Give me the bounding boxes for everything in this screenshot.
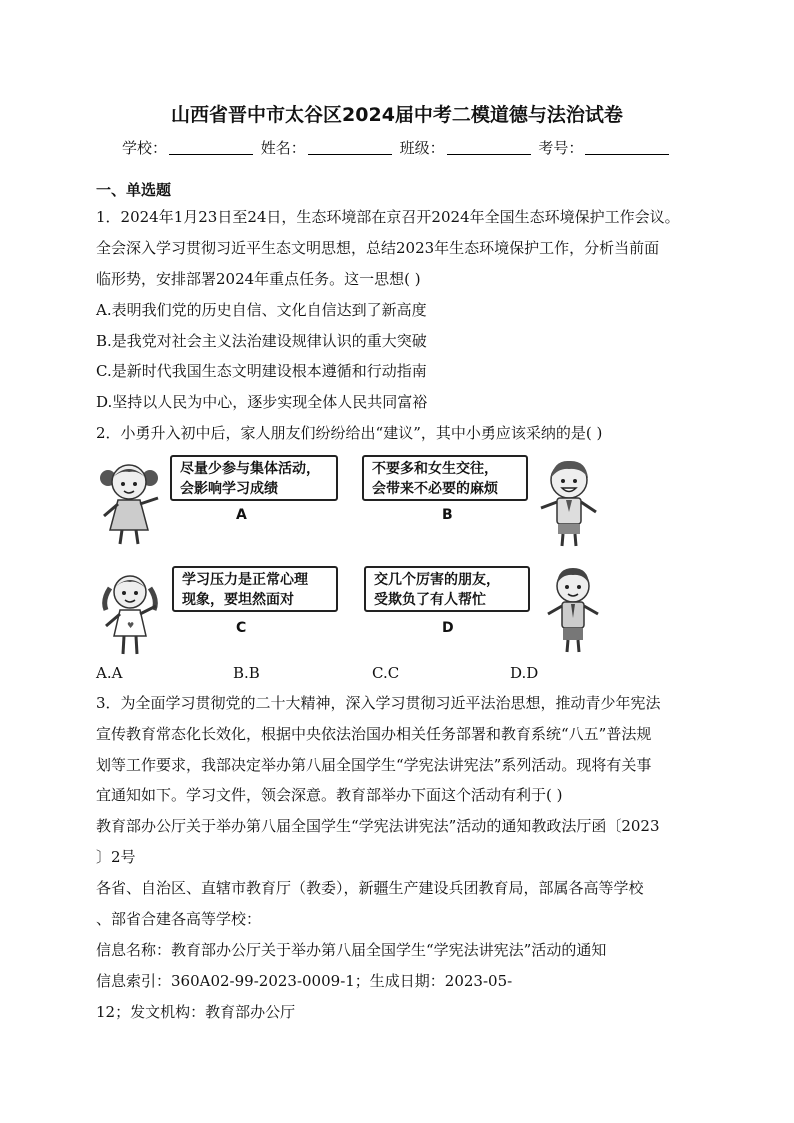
q2-illustration — [96, 452, 606, 662]
q3-notice-line: 、部省合建各高等学校： — [96, 910, 262, 928]
picture-label-a: A — [236, 507, 247, 523]
picture-label-c: C — [236, 620, 247, 636]
class-blank[interactable] — [447, 140, 531, 155]
class-label: 班级： — [399, 139, 445, 157]
bubble-text: 受欺负了有人帮忙 — [374, 592, 486, 608]
svg-text:♥: ♥ — [127, 621, 135, 630]
boy-cartoon-icon — [538, 456, 600, 550]
q1-option-b[interactable]: B.是我党对社会主义法治建设规律认识的重大突破 — [96, 332, 427, 350]
school-blank[interactable] — [169, 140, 253, 155]
q1-stem-line: 全会深入学习贯彻习近平生态文明思想，总结2023年生态环境保护工作，分析当前面 — [96, 239, 660, 257]
school-label: 学校： — [122, 139, 168, 157]
q2-options — [96, 664, 616, 682]
q3-notice-line: 〕2号 — [96, 848, 136, 866]
q3-stem-line: 3．为全面学习贯彻党的二十大精神，深入学习贯彻习近平法治思想，推动青少年宪法 — [96, 694, 661, 712]
bubble-text: 学习压力是正常心理 — [182, 572, 308, 588]
q2-option-d[interactable]: D.D — [510, 664, 539, 682]
picture-label-b: B — [442, 507, 453, 523]
exam-title: 山西省晋中市太谷区2024届中考二模道德与法治试卷 — [171, 104, 623, 126]
exam-number-blank[interactable] — [585, 140, 669, 155]
q1-stem-line: 1．2024年1月23日至24日，生态环境部在京召开2024年全国生态环境保护工作会议。 — [96, 208, 680, 226]
bubble-text: 会带来不必要的麻烦 — [372, 481, 498, 497]
speech-bubble-c — [172, 566, 338, 612]
q1-option-c[interactable]: C.是新时代我国生态文明建设根本遵循和行动指南 — [96, 362, 427, 380]
q3-notice-line: 教育部办公厅关于举办第八届全国学生“学宪法讲宪法”活动的通知教政法厅函〔2023 — [96, 817, 660, 835]
q3-stem-line: 宣传教育常态化长效化，根据中央依法治国办相关任务部署和教育系统“八五”普法规 — [96, 725, 652, 743]
q3-notice-line: 各省、自治区、直辖市教育厅（教委），新疆生产建设兵团教育局，部属各高等学校 — [96, 879, 644, 897]
q2-option-c[interactable]: C.C — [372, 664, 400, 682]
section-heading: 一、单选题 — [96, 181, 172, 199]
q3-notice-line: 12；发文机构：教育部办公厅 — [96, 1003, 296, 1021]
speech-bubble-d — [364, 566, 530, 612]
q1-option-a[interactable]: A.表明我们党的历史自信、文化自信达到了新高度 — [96, 301, 427, 319]
bubble-text: 交几个厉害的朋友， — [374, 572, 500, 588]
speech-bubble-a — [170, 455, 338, 501]
q1-option-d[interactable]: D.坚持以人民为中心，逐步实现全体人民共同富裕 — [96, 393, 428, 411]
q2-option-a[interactable]: A.A — [96, 664, 123, 682]
bubble-text: 现象，要坦然面对 — [182, 592, 294, 608]
q2-option-b[interactable]: B.B — [233, 664, 260, 682]
name-blank[interactable] — [308, 140, 392, 155]
speech-bubble-b — [362, 455, 528, 501]
girl-cartoon-icon — [98, 458, 162, 550]
q1-stem-line: 临形势，安排部署2024年重点任务。这一思想( ) — [96, 270, 421, 288]
picture-label-d: D — [442, 620, 454, 636]
girl-with-pigtails-icon — [100, 570, 160, 660]
exam-number-label: 考号： — [538, 139, 584, 157]
name-label: 姓名： — [260, 139, 306, 157]
q3-stem-line: 划等工作要求，我部决定举办第八届全国学生“学宪法讲宪法”系列活动。现将有关事 — [96, 756, 652, 774]
student-info-row — [122, 137, 672, 158]
bubble-text: 不要多和女生交往， — [372, 461, 498, 477]
q2-stem: 2．小勇升入初中后，家人朋友们纷纷给出“建议”，其中小勇应该采纳的是( ) — [96, 424, 603, 442]
q3-notice-line: 信息索引：360A02-99-2023-0009-1；生成日期：2023-05- — [96, 972, 513, 990]
q3-notice-line: 信息名称：教育部办公厅关于举办第八届全国学生“学宪法讲宪法”活动的通知 — [96, 941, 607, 959]
q3-stem-line: 宜通知如下。学习文件，领会深意。教育部举办下面这个活动有利于( ) — [96, 786, 563, 804]
bubble-text: 会影响学习成绩 — [180, 481, 278, 497]
schoolboy-icon — [544, 564, 602, 656]
bubble-text: 尽量少参与集体活动， — [180, 461, 320, 477]
